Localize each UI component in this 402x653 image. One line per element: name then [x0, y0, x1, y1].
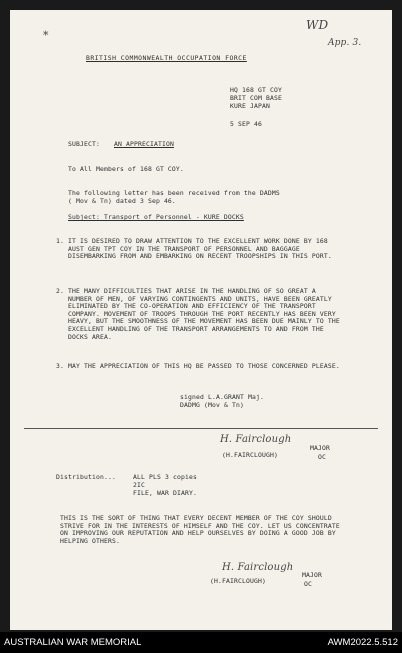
- paragraph-1-text: IT IS DESIRED TO DRAW ATTENTION TO THE EXCELLENT WORK DONE BY 168 AUST GEN TPT COY IN THE TRANSPORT OF PERSONNEL AND BAGGAGE DISEMBARKING FROM AND EMBARKING ON RECENT TROOPSHIPS IN THIS PORT.: [68, 237, 332, 261]
- letter-signed-line: signed L.A.GRANT Maj.: [180, 393, 264, 401]
- document-page: [10, 10, 392, 630]
- unit-line-3: KURE JAPAN: [230, 102, 270, 110]
- archive-footer: [0, 632, 402, 653]
- paragraph-2-number: 2.: [56, 287, 64, 295]
- unit-line-1: HQ 168 GT COY: [230, 86, 282, 94]
- signatory-rank-2: MAJOR: [302, 571, 322, 579]
- handwritten-signature-2: H. Fairclough: [222, 562, 294, 573]
- handwritten-signature-1: H. Fairclough: [220, 434, 292, 445]
- footer-institution: AUSTRALIAN WAR MEMORIAL: [4, 637, 142, 648]
- signatory-role-2: OC: [304, 580, 312, 588]
- document-date: 5 SEP 46: [230, 120, 262, 128]
- handwritten-appendix-note: App. 3.: [328, 38, 362, 48]
- organization-heading: BRITISH COMMONWEALTH OCCUPATION FORCE: [86, 54, 247, 62]
- distribution-line-2: 2IC: [133, 481, 145, 489]
- distribution-label: Distribution...: [56, 473, 116, 481]
- letter-subject: Subject: Transport of Personnel - KURE DOCKS: [68, 213, 244, 221]
- intro-line-1: The following letter has been received from the DADMS: [68, 189, 280, 197]
- signatory-name-2: (H.FAIRCLOUGH): [210, 577, 266, 585]
- subject-label: SUBJECT:: [68, 140, 100, 148]
- section-divider: [24, 428, 378, 429]
- paragraph-2-text: THE MANY DIFFICULTIES THAT ARISE IN THE HANDLING OF SO GREAT A NUMBER OF MEN, OF VARYING CONTINGENTS AND UNITS, HAVE BEEN GREATLY ELIMINATED BY THE CO-OPERATION AND EFFICIENCY OF THE TRANSPORT COMPANY. MOVEMENT OF TROOPS THROUGH THE PORT RECENTLY HAS BEEN VERY HEAVY, BUT THE SMOOTHNESS OF THE MOVEMENT HAS BEEN DUE MAINLY TO THE EXCELLENT HANDLING OF THE TRANSPORT ARRANGEMENTS TO AND FROM THE DOCKS AREA.: [68, 287, 340, 341]
- unit-line-2: BRIT COM BASE: [230, 94, 282, 102]
- signatory-name-1: (H.FAIRCLOUGH): [222, 451, 278, 459]
- addressee-line: To All Members of 168 GT COY.: [68, 165, 184, 173]
- signatory-rank-1: MAJOR: [310, 444, 330, 452]
- signatory-role-1: OC: [318, 453, 326, 461]
- letter-signatory-title: DADMG (Mov & Tn): [180, 401, 244, 409]
- paragraph-3-number: 3.: [56, 362, 64, 370]
- paragraph-3-text: MAY THE APPRECIATION OF THIS HQ BE PASSED TO THOSE CONCERNED PLEASE.: [68, 362, 340, 370]
- intro-line-2: ( Mov & Tn) dated 3 Sep 46.: [68, 197, 176, 205]
- corner-mark-glyph: *: [43, 29, 49, 42]
- closing-remark: THIS IS THE SORT OF THING THAT EVERY DECENT MEMBER OF THE COY SHOULD STRIVE FOR IN THE INTERESTS OF HIMSELF AND THE COY. LET US CONCENTRATE ON IMPROVING OUR REPUTATION AND HELP OURSELVES BY DOING A GOOD JOB BY HELPING OTHERS.: [60, 514, 340, 545]
- handwritten-initials: WD: [306, 18, 329, 32]
- subject-value: AN APPRECIATION: [114, 140, 174, 148]
- paragraph-1-number: 1.: [56, 237, 64, 245]
- distribution-line-1: ALL PLS 3 copies: [133, 473, 197, 481]
- distribution-line-3: FILE, WAR DIARY.: [133, 489, 197, 497]
- footer-accession-number: AWM2022.5.512: [327, 637, 398, 648]
